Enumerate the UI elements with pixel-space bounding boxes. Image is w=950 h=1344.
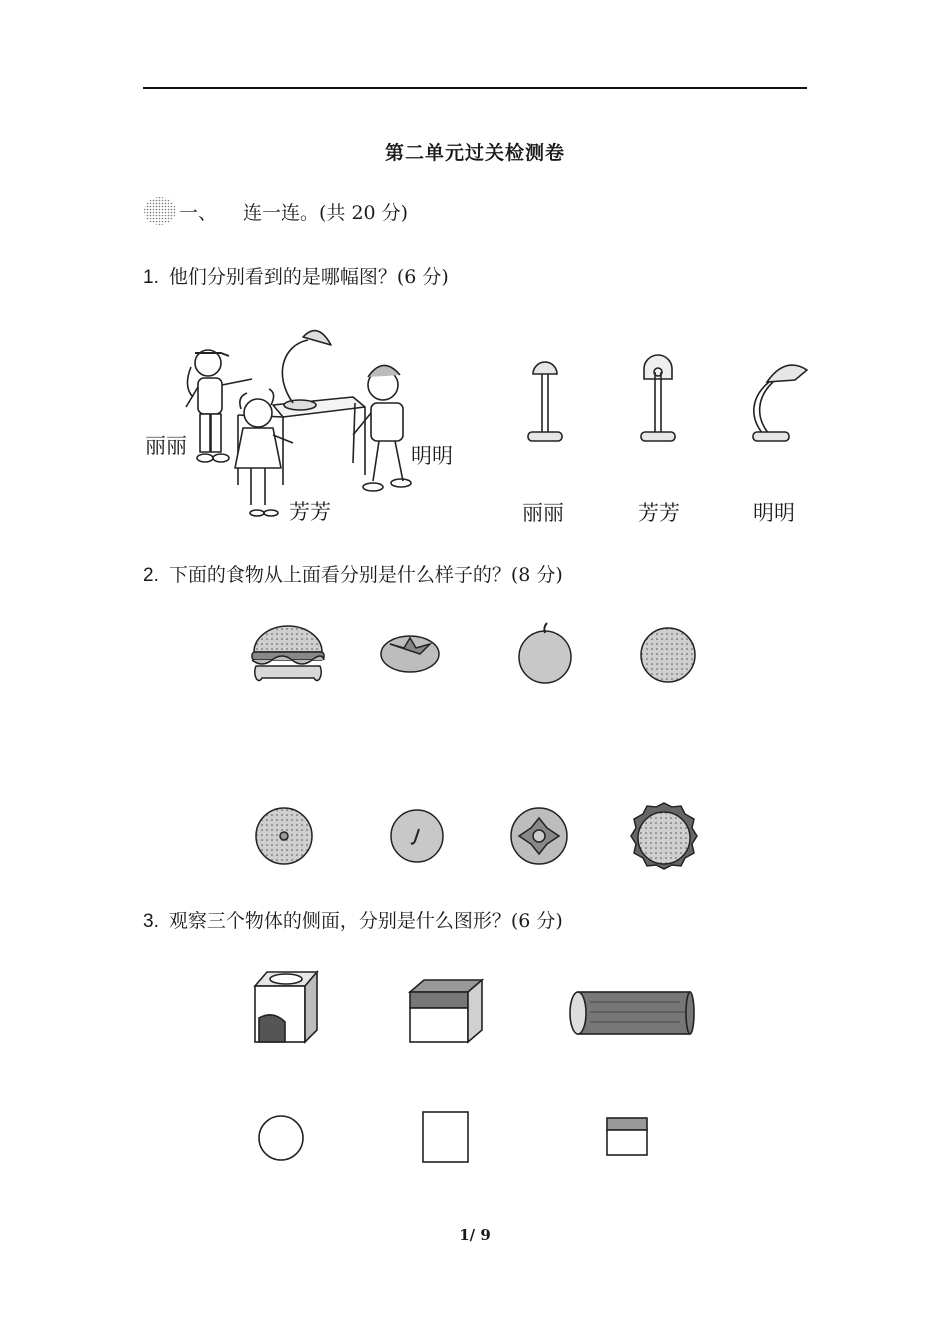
hamburger-icon (631, 803, 697, 869)
page-title: 第二单元过关检测卷 (384, 142, 565, 164)
q3-shapes (255, 1108, 655, 1168)
square-shape (423, 1112, 468, 1162)
cardboard-box-icon (410, 980, 482, 1042)
food-side-views (250, 622, 710, 687)
section-heading (143, 196, 408, 226)
q3-objects (255, 968, 695, 1048)
lamp-icon (641, 355, 675, 441)
view-label-2: 芳芳 (638, 501, 680, 525)
question-2: 2. 下面的食物从上面看分别是什么样子的？(8 分) (143, 564, 563, 586)
scene-label-fangfang: 芳芳 (289, 500, 331, 524)
food-top-views (255, 803, 705, 873)
question-3: 3. 观察三个物体的侧面，分别是什么图形？(6 分) (143, 910, 563, 932)
question-2-text: 下面的食物从上面看分别是什么样子的？(8 分) (168, 564, 563, 586)
question-1: 1. 他们分别看到的是哪幅图？(6 分) (143, 266, 449, 288)
question-1-text: 他们分别看到的是哪幅图？(6 分) (168, 266, 449, 288)
orange-icon (641, 628, 695, 682)
log-icon (570, 992, 694, 1034)
apple-icon (519, 623, 571, 683)
section-title: 连一连。(共 20 分) (243, 201, 409, 224)
persimmon-icon (381, 636, 439, 672)
persimmon-icon (511, 808, 567, 864)
view-label-1: 丽丽 (522, 501, 564, 525)
section-number: 一、 (179, 201, 218, 224)
scene-label-mingming: 明明 (411, 444, 453, 468)
page-number: 1/ 9 (459, 1226, 491, 1244)
header-rule (143, 87, 807, 89)
orange-icon (256, 808, 312, 864)
lamp-icon (528, 362, 562, 441)
section-badge-icon (143, 196, 177, 226)
view-label-3: 明明 (753, 501, 795, 525)
scene-label-lili: 丽丽 (145, 434, 187, 458)
lamp-views (525, 352, 815, 447)
hamburger-icon (252, 626, 324, 680)
circle-shape (259, 1116, 303, 1160)
question-3-text: 观察三个物体的侧面，分别是什么图形？(6 分) (168, 910, 563, 932)
tea-box-icon (255, 972, 317, 1042)
rectangle-shape (607, 1118, 647, 1155)
apple-icon (391, 810, 443, 862)
lamp-icon (753, 365, 807, 441)
